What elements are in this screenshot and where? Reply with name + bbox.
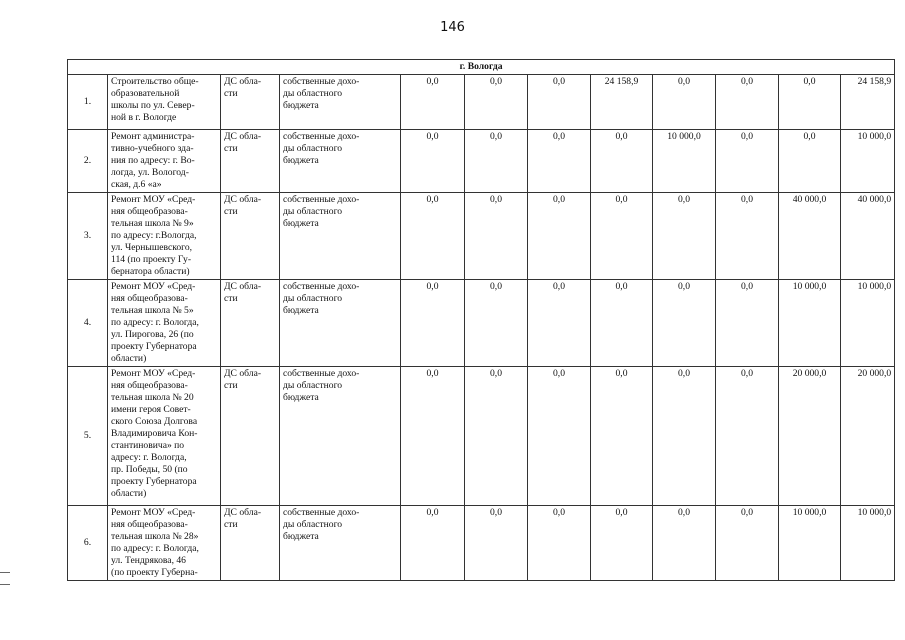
customer: ДС обла- сти bbox=[221, 75, 280, 130]
row-number: 2. bbox=[68, 130, 108, 193]
amount-cell: 0,0 bbox=[401, 75, 465, 130]
table-row bbox=[68, 280, 895, 367]
amount-cell: 0,0 bbox=[716, 506, 779, 581]
customer: ДС обла- сти bbox=[221, 367, 280, 506]
amount-cell: 0,0 bbox=[528, 506, 591, 581]
amount-cell: 0,0 bbox=[653, 280, 716, 367]
amount-cell: 0,0 bbox=[591, 193, 653, 280]
amount-cell: 24 158,9 bbox=[841, 75, 895, 130]
amount-cell: 0,0 bbox=[716, 367, 779, 506]
table-row bbox=[68, 506, 895, 581]
amount-cell: 0,0 bbox=[465, 367, 528, 506]
row-number: 1. bbox=[68, 75, 108, 130]
table-body bbox=[68, 75, 895, 581]
amount-cell: 0,0 bbox=[653, 367, 716, 506]
city-header-row bbox=[68, 60, 895, 75]
amount-cell: 0,0 bbox=[528, 280, 591, 367]
amount-cell: 0,0 bbox=[401, 506, 465, 581]
amount-cell: 0,0 bbox=[401, 367, 465, 506]
amount-cell: 0,0 bbox=[465, 130, 528, 193]
amount-cell: 10 000,0 bbox=[841, 506, 895, 581]
amount-cell: 40 000,0 bbox=[841, 193, 895, 280]
row-number: 5. bbox=[68, 367, 108, 506]
amount-cell: 0,0 bbox=[716, 193, 779, 280]
amount-cell: 10 000,0 bbox=[779, 506, 841, 581]
amount-cell: 0,0 bbox=[591, 280, 653, 367]
table-row bbox=[68, 193, 895, 280]
row-number: 3. bbox=[68, 193, 108, 280]
amount-cell: 10 000,0 bbox=[779, 280, 841, 367]
amount-cell: 0,0 bbox=[591, 506, 653, 581]
amount-cell: 0,0 bbox=[528, 367, 591, 506]
customer: ДС обла- сти bbox=[221, 193, 280, 280]
amount-cell: 0,0 bbox=[591, 130, 653, 193]
funding-source: собственные дохо- ды областного бюджета bbox=[280, 506, 401, 581]
amount-cell: 0,0 bbox=[653, 75, 716, 130]
row-number: 4. bbox=[68, 280, 108, 367]
amount-cell: 0,0 bbox=[528, 193, 591, 280]
funding-source: собственные дохо- ды областного бюджета bbox=[280, 130, 401, 193]
funding-source: собственные дохо- ды областного бюджета bbox=[280, 75, 401, 130]
amount-cell: 0,0 bbox=[528, 130, 591, 193]
project-name: Строительство обще- образовательной школы по ул. Север- ной в г. Вологде bbox=[108, 75, 221, 130]
amount-cell: 0,0 bbox=[653, 506, 716, 581]
table-row bbox=[68, 367, 895, 506]
amount-cell: 0,0 bbox=[465, 75, 528, 130]
project-name: Ремонт МОУ «Сред- няя общеобразова- тельная школа № 5» по адресу: г. Вологда, ул. Пирогова, 26 (по проекту Губернатора области) bbox=[108, 280, 221, 367]
amount-cell: 0,0 bbox=[716, 280, 779, 367]
project-name: Ремонт администра- тивно-учебного зда- ния по адресу: г. Во- логда, ул. Вологод- ская, д.6 «а» bbox=[108, 130, 221, 193]
table-row bbox=[68, 75, 895, 130]
amount-cell: 10 000,0 bbox=[653, 130, 716, 193]
funding-source: собственные дохо- ды областного бюджета bbox=[280, 367, 401, 506]
margin-mark bbox=[0, 572, 10, 573]
page-number: 146 bbox=[440, 20, 465, 35]
project-name: Ремонт МОУ «Сред- няя общеобразова- тельная школа № 20 имени героя Совет- ского Союза Долгова Владимировича Кон- стантиновича» по адресу: г. Вологда, пр. Победы, 50 (по проекту Губернатора области) bbox=[108, 367, 221, 506]
amount-cell: 0,0 bbox=[653, 193, 716, 280]
budget-table bbox=[67, 59, 895, 581]
amount-cell: 0,0 bbox=[401, 280, 465, 367]
customer: ДС обла- сти bbox=[221, 130, 280, 193]
amount-cell: 40 000,0 bbox=[779, 193, 841, 280]
city-header: г. Вологда bbox=[68, 60, 895, 75]
project-name: Ремонт МОУ «Сред- няя общеобразова- тельная школа № 28» по адресу: г. Вологда, ул. Тендрякова, 46 (по проекту Губерна- bbox=[108, 506, 221, 581]
amount-cell: 10 000,0 bbox=[841, 130, 895, 193]
row-number: 6. bbox=[68, 506, 108, 581]
project-name: Ремонт МОУ «Сред- няя общеобразова- тельная школа № 9» по адресу: г.Вологда, ул. Чернышевского, 114 (по проекту Гу- бернатора области) bbox=[108, 193, 221, 280]
amount-cell: 0,0 bbox=[465, 506, 528, 581]
amount-cell: 0,0 bbox=[528, 75, 591, 130]
amount-cell: 10 000,0 bbox=[841, 280, 895, 367]
funding-source: собственные дохо- ды областного бюджета bbox=[280, 193, 401, 280]
amount-cell: 0,0 bbox=[779, 130, 841, 193]
amount-cell: 0,0 bbox=[465, 193, 528, 280]
margin-mark bbox=[0, 584, 10, 585]
amount-cell: 20 000,0 bbox=[779, 367, 841, 506]
customer: ДС обла- сти bbox=[221, 280, 280, 367]
amount-cell: 0,0 bbox=[465, 280, 528, 367]
amount-cell: 0,0 bbox=[401, 193, 465, 280]
amount-cell: 0,0 bbox=[401, 130, 465, 193]
table-row bbox=[68, 130, 895, 193]
amount-cell: 24 158,9 bbox=[591, 75, 653, 130]
funding-source: собственные дохо- ды областного бюджета bbox=[280, 280, 401, 367]
amount-cell: 0,0 bbox=[779, 75, 841, 130]
amount-cell: 20 000,0 bbox=[841, 367, 895, 506]
amount-cell: 0,0 bbox=[716, 130, 779, 193]
amount-cell: 0,0 bbox=[716, 75, 779, 130]
amount-cell: 0,0 bbox=[591, 367, 653, 506]
customer: ДС обла- сти bbox=[221, 506, 280, 581]
